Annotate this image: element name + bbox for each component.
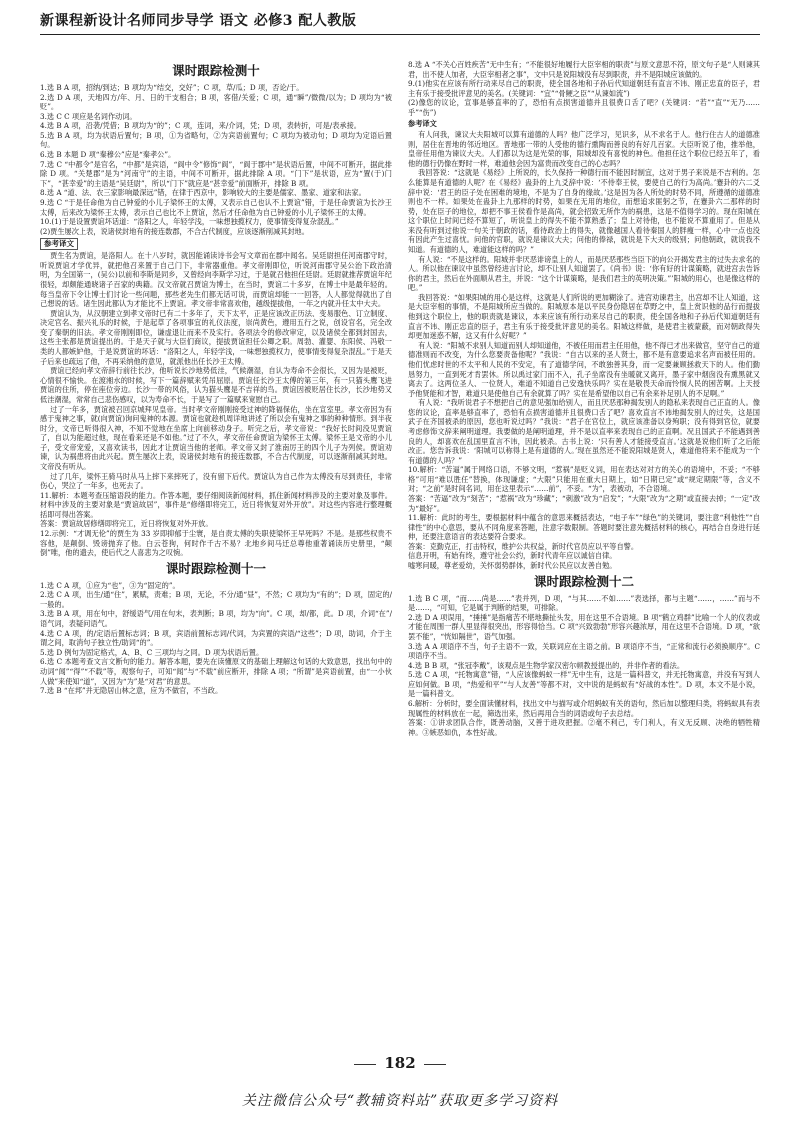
translation-paragraph: 我回答说：“这就是《易经》上所说的，长久保持一种德行而不能因时制宜，这对于男子来说是不吉利的。怎么能算是有道德的人呢？在《易经》蛊卦的上九爻辞中说：‘不侍奉王侯，要使自己的行为高尚。’蹇卦的六二爻辞中说：‘君王的臣子处在困难的境地，不是为了自身的缘故。’这是因为各人所处的时势不同，所遵循的道德准则也不一样。如果处在蛊卦上九那样的时势，如果在无用的地位，而想追求匪躬之节，在蹇卦六二那样的时势，处在臣子的地位，却把不事王侯看作是高尚，就会招致无所作为的祸患，这是不值得学习的。现在阳城在这个职位上时间已经不算短了，听说皇上的得失不能不算熟悉了；皇上对待他，也不能说不算重用了。但是从来没有听到过他说一句关于朝政的话，看待政治上的得失，就像越国人看待秦国人的胖瘦一样，心中一点也没有因此产生过喜忧。问他的官职，就说是谏议大夫；问他的俸禄，就说是下大夫的级别；问他朝政，就说我不知道。有道德的人，难道能这样的吗？” [408, 168, 760, 254]
section-title-12: 课时跟踪检测十二 [533, 573, 634, 589]
reference-translation-label: 参考译文 [40, 238, 78, 250]
translation-paragraph: 有人说：“不是这样的。阳城并非厌恶诽谤皇上的人，而是厌恶那些当臣下的向公开揭发君主的过失去求名的人。所以他在谏议中虽然曾经进言讨论，却不让别人知道罢了。《尚书》说：‘你有好的计谋策略，就进宫去告诉你的君主，然后在外面顺从君主，并说：“这个计谋策略，是我们君主的英明决策。”’阳城的用心，也是像这样的吧。” [408, 254, 760, 293]
book-title: 新课程新设计名师同步导学 语文 必修3 配人教版 [40, 13, 357, 29]
translation-paragraph: 有人问我，谏议大夫阳城可以算有道德的人吗？他广泛学习，见识多，从不求名于人。他行住古人的道德准则，居住在晋地的邻近地区。晋地那一带的人受他的德行熏陶而善良的有好几百家。大臣听说了他，推举他，皇帝任用他为谏议大夫。人们都以为这是光荣的事，阳城却没有喜悦的神色。他担任这个职位已经五年了，看他的德行仍像在野时一样，难道他会因为富贵而改变自己的心志吗？ [408, 130, 760, 168]
header-divider [40, 34, 760, 35]
answer-item: 7.选 C “中都令”是官名，“中都”是宾语，“阆中令”修饰“阆”，“阆于郡中”是状语后置，中间不可断开，据此排除 D 项。“关楚郡”是为“河南守”的主语，中间不可断开，据此排除 A 项。“门下”是状语，应为“置(于)门下”，“甚幸爱”的主语是“吴廷尉”，所以“门下”就应是“甚幸爱”前面断开，排除 B 项。 [40, 159, 392, 188]
translation-paragraph: 有人说：“我听说君子不想把自己的意见强加给别人，而且厌恶那种揭发别人的隐私来表现自己正直的人。像您的议论，直率是够直率了，恐怕有点损害道德并且很费口舌了吧？喜欢直言不讳地揭发别人的过失，这是国武子在齐国被杀的原因，您也听说过吗？”我说：“君子在官位上，就应该准备以身殉职；没有得到官位，就要考虑修饰文辞来阐明道理。我要做的是阐明道理，并不是以直率来表现自己的正直啊。况且国武子不能遇到善良的人，却喜欢在乱国里直言不讳，因此被杀。古书上说：‘只有善人才能接受直言。’这就是说他们听了之后能改正。您告诉我说：‘阳城可以称得上是有道德的人。’现在虽然还不能说阳城是贤人，难道他将来不能成为一个有道德的人吗？” [408, 398, 760, 465]
answer-item: 12.示例：“才调无伦”的贾生为 33 岁即抑郁于尘寰，是自责太傅的失职使梁怀王早死吗？不是。是那些权贵不容他，是颠倒、毁谤抛弃了他。白云苍狗，何时作千古不易？北地乡间马迁总尊他重著诵读历史册里，“颠倒”唯，他的遗去，使后代之人喜悲为之叹惋。 [40, 529, 392, 558]
answer-item: 7.选 B “在邦”并无隐居山林之意，应为不做官，不当政。 [40, 686, 223, 696]
answer-list [408, 594, 760, 738]
page-header [40, 10, 760, 40]
answer-item: 11.解析：此时的考生，要根据材料中蕴含的意思来概括表达，“电子车”“绿色”的关键词，要注意“利他性”“自律性”的中心意思，要从不同角度来答题，注意字数限制。答题时要注意先概括材料的核心，再结合自身进行延伸，还要注意语言的表达要符合要求。 [408, 513, 760, 542]
answer-item: 2.选 D A 项，天地四方/年、月、日的干支相合；B 项，客借/关爱；C 项，通“瞬”/微微/以为；D 项均为“被贬”。 [40, 92, 392, 112]
answer-item: 8.选 A “道、法、农三家影响最深远”错，在律于西京中，影响较大的主要是儒家、墨家、道家和法家。 [40, 188, 366, 198]
answer-item: 6.解析：分析时，要全面读懂材料，找出文中与描写或介绍蚂蚁有关的语句，然后加以整理归类，将蚂蚁具有表现属性的材料放在一起，筛选出来，然后再用合当的词语或句子去总结。 [408, 699, 760, 718]
answer-item: 2.选 C A 项，出生/通“住”，累赋，责难；B 项，无论，不分/通“昼”，不然；C 项均为“有的”；D 项，固定的/一般的。 [40, 590, 392, 609]
reference-translation [40, 251, 392, 490]
reference-translation-label: 参考译文 [408, 119, 437, 129]
page-number-text: 182 [384, 1054, 416, 1072]
answer-item: 嘘寒问暖，尊老爱幼，关怀弱势群体，新时代公民应以友善自勉。 [408, 561, 617, 571]
answer-item: 5.选 D 例句为固定格式，A、B、C 三项均与之同。D 项为状语后置。 [40, 647, 264, 657]
translation-paragraph: 贾谊认为，从汉朝建立到孝文帝时已有二十多年了，天下太平，正是应该改正历法、变易服色、订立制度、决定官名、振兴礼乐的时候，于是起草了各项事宜的礼仪法度，崇尚黄色，遵用五行之说，创设官名，完全改变了秦朝的旧法。孝文帝刚刚即位，谦虚退让而来不及实行。各项法令的修改审定，以及诸侯全都到封国去，这些主张都是贾谊提出的。于是天子就与大臣们商议，提拔贾谊担任公卿之职。周勃、灌婴、东阳侯、冯敬一类的人都嫉妒他，于是说贾谊的坏话：“洛阳之人，年轻学浅，一味想独揽权力，使事情变得复杂混乱。”于是天子后来也疏远了他，不再采纳他的意见，就派他出任长沙王太傅。 [40, 308, 392, 366]
answer-item: 1.选 C A 项，①应为“也”，③为“固定的”。 [40, 580, 180, 590]
translation-paragraph: 贾谊已经向孝文帝辞行前往长沙，他听说长沙地势低洼，气候潮湿，自认为寿命不会很长，又因为是被贬，心情很不愉快。在渡湘水的时候，写下一篇辞赋来凭吊屈原。贾谊任长沙王太傅的第三年，有一只猫头鹰飞进贾谊的住所，停在座位旁边。长沙一带的风俗，认为猫头鹰是不吉祥的鸟。贾谊因被贬居住长沙，长沙地势又低洼潮湿，常常自己悲伤感叹，以为寿命不长，于是写了一篇赋来宽慰自己。 [40, 366, 392, 404]
answer-item: 3.选 B A 项，用在句中，舒缓语气/用在句末，表判断；B 项，均为“向”。C 项，却/都，此。D 项，介词“在”/语气词，表疑问语气。 [40, 609, 392, 629]
answer-item: 6.选 C 本题考查文言文断句的能力。解答本题，要先在读懂原文的基础上理解这句话的大致意思，找出句中的动词“闻”“得”“不载”等，观察句子，可知“闻”与“不载”前应断开，排除 A 项；“所谓”是宾语前置，由“一小伙人做”来使知“道”，又因为“为”是“对君”的意思。 [40, 657, 392, 686]
translation-paragraph: 过了一年多，贾谊被召回京城拜见皇帝。当时孝文帝刚刚接受过神的降福保佑，坐在宣室里。孝文帝因为有感于鬼神之事，就(向贾谊)询问鬼神的本源。贾谊也就趁机周详地讲述了所以会有鬼神之事的种种情形。到半夜时分，文帝已听得很入神，不知不觉地在坐席上向前移动身子。听完之后，孝文帝说：“我好长时间没见贾谊了，自以为能超过他，现在看来还是不如他。”过了不久，孝文帝任命贾谊为梁怀王太傅。梁怀王是文帝的小儿子，受文帝宠爱，又喜欢读书，因此才让贾谊当他的老师。孝文帝又封了淮南厉王的四个儿子为列侯。贾谊劝谏，认为祸患将由此兴起。贾生屡次上表，说诸侯封地有的接连数郡，不合古代制度，可以逐渐削减其封地。文帝没有听从。 [40, 404, 392, 471]
answer-item: 10.(1)于是设置贾谊坏话道：“洛阳之人，年轻学浅，一味想独揽权力，使事情变得复杂混乱。” [40, 217, 339, 227]
answer-item: 11.解析：本题考查压缩语段的能力。作答本题，要仔细阅读新闻材料，抓住新闻材料涉及的主要对象及事件。材料中涉及的主要对象是“贾谊故居”，事件是“修缮即将完工，近日将恢复对外开放”。对这些内容进行整理概括即可得出答案。 [40, 490, 392, 519]
answer-list [408, 465, 760, 570]
answer-item: 3.选 A A 项语序不当，句子主语不一致，关联词应在主语之前。B 项语序不当，“正常和流行必须换顺序”。C 项语序不当。 [408, 641, 760, 661]
answer-item: 1.选 B C 项，“而……尚是……”表并列，D 项，“与其……不如……”表选择，都与主题“……，……”而与不是……，“可知，它是属于判断的结果，可排除。 [408, 593, 760, 613]
section-title-11: 课时跟踪检测十一 [165, 560, 266, 576]
answer-item: 答案：贾谊故居修缮即将完工，近日将恢复对外开放。 [40, 519, 213, 529]
answer-list [408, 60, 760, 117]
answer-item: 答案：克勤克正，打击特权，维护公共权益，新时代官员应以平等自警。 [408, 541, 639, 551]
answer-item: 5.选 C A 项，“托物寓意”错，“人应该像蚂蚁一样”无中生有，这是一篇科普文，并无托物寓意，并没有写到人应如何做。B 项，“热爱和平”“与人友善”等都不对，文中说的是蚂蚁有“好战的本性”。D 项，本文不是小说，是一篇科普文。 [408, 670, 760, 699]
answer-item: 4.选 C A 项，的/定语后置标志词；B 项，宾语前置标志词/代词，为宾置的宾语/“这些”；D 项，助词，介于主谓之间，取消句子独立性/助词“的”。 [40, 628, 392, 648]
answer-item: 答案：“苦逼”改为“刻苦”；“惹祸”改为“珍藏”；“刺激”改为“启发”；“大限”改为“之期”或直接去掉；“一定”改为“最好”。 [408, 494, 760, 513]
reference-translation [408, 130, 760, 465]
answer-item: 4.选 B A 项，沿袭/凭借；B 项均为“的”；C 项，连词，来/介词，凭；D 项，表转折，可是/表承接。 [40, 121, 361, 131]
left-column [40, 60, 392, 696]
answer-item: 5.选 B A 项，均为状语后置句；B 项，①为省略句，②为宾语前置句；C 项均为被动句；D 项均为定语后置句。 [40, 130, 392, 150]
translation-paragraph: 过了几年，梁怀王骑马时从马上摔下来摔死了，没有留下后代。贾谊认为自己作为太傅没有尽到责任，非常伤心，哭泣了一年多，也死去了。 [40, 471, 392, 491]
translation-paragraph: 有人说：“阳城不求别人知道而别人却知道他，不被任用而君主任用他，他不得已才出来做官，坚守自己的道德准则而不改变，为什么您要责备他呢？”我说：“自古以来的圣人贤士，都不是有意要追求名声而被任用的。他们忧虑时世的不太平和人民的不安定，有了道德学问，不敢独善其身，而一定要兼顾拯救天下的人。他们勤恳努力，一直到死才肯罢休。所以禹过家门而不入，孔子坐席没有坐暖就又离开，墨子家中烟囱没有熏黑就又离去了。这两位圣人、一位贤人，难道不知道自己安逸快乐吗？实在是敬畏天命而怜悯人民的困苦啊。上天授予他贤能和才智，难道只是使他自己有余就算了吗？实在是希望他以自己有余来补足别人的不足啊。” [408, 340, 760, 398]
answer-item: 2.选 D A 项误用，“捶捶”是指痛苦不堪地撕扯头发，用在这里不合语境。B 项“鹤立鸡群”比喻一个人的仪表或才能在周围一群人里显得很突出，形容得恰当。C 项“兴致勃勃”形容兴趣浓厚，用在这里不合语境。D 项，“欲罢不能”，“恍如隔世”，语气加强。 [408, 612, 760, 641]
answer-item: 8.选 A “不关心百姓疾苦”无中生有；“不能很好地履行大臣宰相的职责”与原文意思不符，原文句子是“人则谏其君，出不使人加者，大臣宰相者之事”，文中只是说阳城没有尽到职责，并不是阳城应该做的。 [408, 60, 760, 79]
answer-item: 答案：①讲求团队合作，既善动脑，又善于进攻把握。②毫不利己，专门利人，有义无反顾、决绝的牺牲精神。③嫉恶如仇，本性好战。 [408, 718, 760, 737]
answer-item: 信息开明，有始有终，遵守社会公约，新时代青年应以诚信自律。 [408, 551, 617, 561]
answer-list [40, 491, 392, 558]
promo-footer: 关注微信公众号“教辅资料站”获取更多学习资料 [241, 1093, 559, 1109]
translation-paragraph: 贾生名为贾谊，是洛阳人。在十八岁时，就因能诵读诗书会写文章而在郡中闻名。吴廷尉担任河南郡守时，听说贾谊才学优异，就把他召来置于自己门下，非常器重他。孝文帝刚即位，听说河南郡守吴公治下政治清明，为全国第一，(吴公)以前和李斯是同乡，又曾经向李斯学习过，于是就召他担任廷尉。廷尉就推荐贾谊年纪很轻，却颇能通晓诸子百家的典籍。汉文帝就召贾谊为博士，在当时，贾谊二十多岁，在博士中是最年轻的。每当皇帝下令让博士们讨论一些问题，那些老先生们都无话可说，而贾谊却能一一回答，人人都觉得就出了自己想说的话。诸生因此都认为才能比不上贾谊。孝文帝非常喜欢他，越级提拔他，一年之内就升任太中大夫。 [40, 251, 392, 309]
answer-item: 6.选 B 本题 D 项“秦穆公”应是“秦孝公”。 [40, 150, 176, 160]
section-title-10: 课时跟踪检测十 [172, 63, 260, 78]
page-number [0, 1054, 800, 1072]
answer-item: 4.选 B B 项，“张冠李戴”，该观点是生物学家汉密尔顿教授提出的，并非作者的看法。 [408, 660, 685, 670]
right-column [408, 60, 760, 737]
answer-item: 10.解析：“苦逼”属于网络口语，不够文明，“惹祸”是贬义词，用在表达对对方的关心的语境中，不妥；“不够格”可用“难以胜任”替换，体现谦虚；“大限”只能用在重大日期上，如“日期已定”或“规定期限”等，含义不对；“之前”是时间名词，用在这里表示“……前”，不妥。“为”，表被动，不合语境。 [408, 465, 760, 494]
answer-item: 9.选 C “于是任命他为自己钟爱的小儿子梁怀王的太傅，又表示自己也认不上贾谊”错，于是任命贾谊为长沙王太傅，后来改为梁怀王太傅，表示自己也比不上贾谊，然后才任命他为自己钟爱的小儿子梁怀王的太傅。 [40, 197, 392, 217]
answer-item: 9.(1)他实在应该有所行动来尽自己的职责，使全国各地和子孙后代知道朝廷有直言不讳、刚正忠直的臣子，君主有乐于接受批评意见的美名。(关键词：“宜”“骨鲠之臣”“从谏如流”) [408, 79, 760, 98]
answer-item: 3.选 C C 项应是名词作动词。 [40, 111, 137, 121]
translation-paragraph: 我回答说：“如果阳城的用心是这样，这就是人们所说的更加糊涂了。进宫劝谏君主，出宫却不让人知道，这是大臣宰相的事情，不是阳城所应当做的。阳城原本是以平民身份隐居在草野之中，皇上赏识他的品行而提拔他到这个职位上，他的职责就是谏议，本来应该有所行动来尽自己的职责，使全国各地和子孙后代知道朝廷有直言不讳、刚正忠直的臣子，君主有乐于接受批评意见的美名。阳城这样做，是使君主被蒙蔽，而对朝政得失却更加迷惑不解，这又有什么好呢？” [408, 292, 760, 341]
answer-item: (2)贾生屡次上表，说诸侯封地有的接连数郡，不合古代制度，应该逐渐削减其封地。 [40, 226, 309, 236]
answer-list [40, 581, 392, 696]
answer-item: (2)像您的议论，宣事是够直率的了，恐怕有点损害道德并且很费口舌了吧？(关键词：“若”“直”“无乃……乎”“伤”) [408, 98, 760, 117]
answer-list [40, 83, 392, 236]
answer-item: 1.选 B A 项，招纳/到达；B 项均为“结交，交好”；C 项，草/瓜；D 项，否论/于。 [40, 83, 304, 92]
